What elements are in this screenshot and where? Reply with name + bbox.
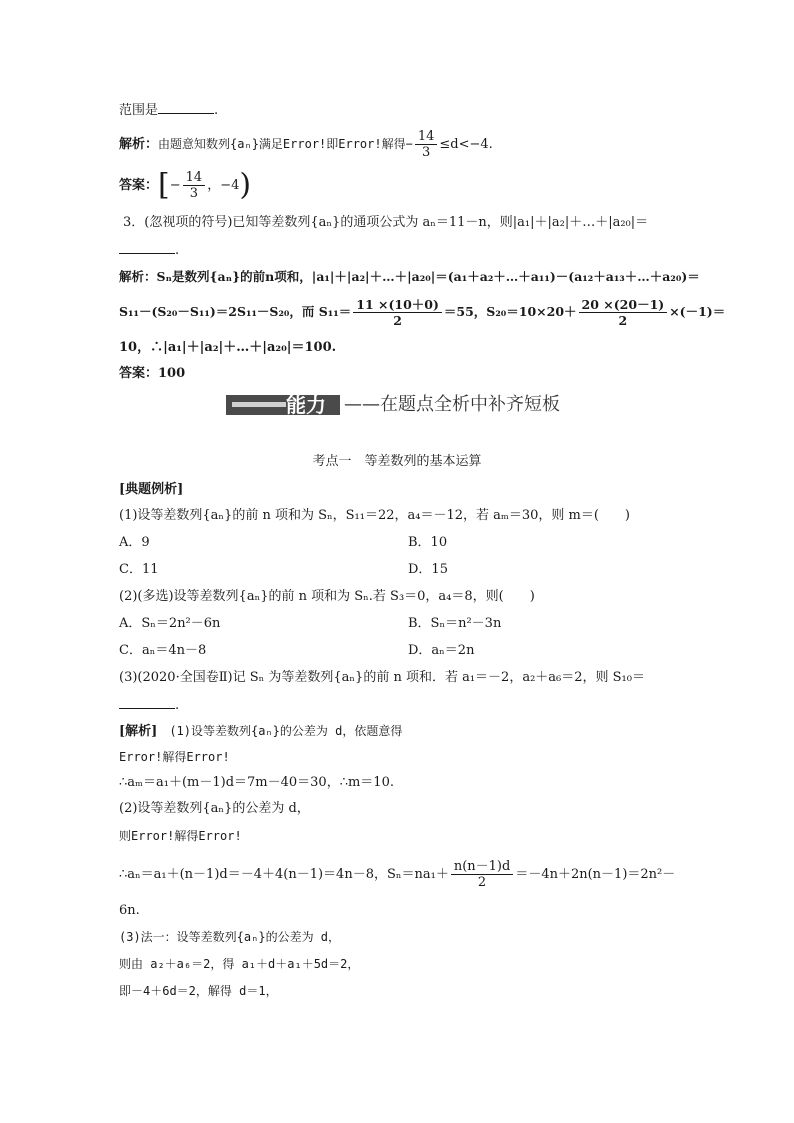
- q3-solution-line3: 10，∴|a₁|＋|a₂|＋…＋|a₂₀|＝100.: [119, 340, 337, 355]
- option-b: B．10: [408, 535, 448, 550]
- fraction: $\frac{14}{3}$: [183, 170, 206, 201]
- problem-3-stem: (3)(2020·全国卷Ⅱ)记 Sₙ 为等差数列{aₙ}的前 n 项和．若 a₁＝－2，a₂＋a₆＝2，则 S₁₀＝: [119, 670, 645, 685]
- fraction: $\frac{n(n-1)d}{2}$: [451, 859, 513, 890]
- option-a: A．Sₙ＝2n²－6n: [119, 616, 221, 631]
- option-a: A．9: [119, 535, 150, 550]
- analysis-line-4: (2)设等差数列{aₙ}的公差为 d，: [119, 801, 310, 816]
- q2-line: 范围是 .: [119, 103, 219, 118]
- analysis-line-10: 即－4＋6d＝2，解得 d＝1，: [119, 984, 278, 998]
- q3-stem: 3．(忽视项的符号)已知等差数列{aₙ}的通项公式为 aₙ＝11－n，则|a₁|＋|a₂|＋…＋|a₂₀|＝: [123, 215, 649, 230]
- option-c: C．aₙ＝4n－8: [119, 643, 207, 658]
- analysis-line-6: ∴aₙ＝a₁＋(n－1)d＝－4＋4(n－1)＝4n－8，Sₙ＝na₁＋ $\frac{n(n-1)d}{2}$ ＝－4n＋2n(n－1)＝2n²－: [119, 859, 676, 890]
- right-paren: ): [239, 167, 252, 203]
- banner-text: ——在题点全析中补齐短板: [344, 394, 560, 415]
- banner-accent: [232, 402, 286, 407]
- fraction: $\frac{14}{3}$: [415, 129, 438, 160]
- answer-blank: [119, 241, 175, 254]
- option-b: B．Sₙ＝n²－3n: [408, 616, 502, 631]
- answer-blank: [158, 101, 214, 114]
- problem-1-stem: (1)设等差数列{aₙ}的前 n 项和为 Sₙ，S₁₁＝22，a₄＝－12，若 aₘ＝30，则 m＝( ): [119, 508, 631, 523]
- option-d: D．15: [408, 562, 448, 577]
- left-bracket: [: [158, 167, 170, 203]
- problem-2-stem: (2)(多选)设等差数列{aₙ}的前 n 项和为 Sₙ.若 S₃＝0，a₄＝8，则( ): [119, 589, 535, 604]
- analysis-line-7: 6n.: [119, 903, 140, 918]
- fraction: $\frac{11 \times(10+0)}{2}$: [353, 297, 442, 328]
- fraction: $\frac{20 \times(20-1)}{2}$: [579, 297, 668, 328]
- analysis-line-5: 则Error!解得Error!: [119, 829, 242, 843]
- q3-solution-line2: S₁₁－(S₂₀－S₁₁)＝2S₁₁－S₂₀，而 S₁₁＝ $\frac{11 \times(10+0)}{2}$ ＝55，S₂₀＝10×20＋ $\frac{20 \times(20-1)}{2}$ ×(－1)＝: [119, 297, 726, 328]
- q3-blank-line: .: [119, 241, 179, 260]
- q3-answer: 答案：100: [119, 366, 186, 381]
- q2-solution: 解析：由题意知数列{aₙ}满足Error!即Error!解得− $\frac{14}{3}$ ≤d<−4.: [119, 129, 493, 160]
- section-title: 考点一 等差数列的基本运算: [312, 454, 482, 469]
- q2-answer: 答案：[− $\frac{14}{3}$ ，−4): [119, 167, 252, 203]
- analysis-line-1: [解析] (1)设等差数列{aₙ}的公差为 d，依题意得: [119, 724, 403, 739]
- analysis-line-3: ∴aₘ＝a₁＋(m－1)d＝7m－40＝30，∴m＝10.: [119, 775, 394, 790]
- analysis-line-2: Error!解得Error!: [119, 750, 230, 764]
- analysis-line-8: (3)法一：设等差数列{aₙ}的公差为 d，: [119, 930, 341, 944]
- answer-blank: [119, 696, 175, 709]
- q3-solution-line1: 解析：Sₙ是数列{aₙ}的前n项和，|a₁|＋|a₂|＋…＋|a₂₀|＝(a₁＋a₂＋…＋a₁₁)－(a₁₂＋a₁₃＋…＋a₂₀)＝: [119, 269, 700, 284]
- option-d: D．aₙ＝2n: [408, 643, 475, 658]
- analysis-line-9: 则由 a₂＋a₆＝2，得 a₁＋d＋a₁＋5d＝2，: [119, 957, 360, 971]
- section-banner: [226, 391, 562, 419]
- problem-3-blank-line: .: [119, 696, 179, 715]
- example-label: [典题例析]: [119, 482, 184, 497]
- option-c: C．11: [119, 562, 159, 577]
- banner-tag: 能力: [286, 393, 326, 417]
